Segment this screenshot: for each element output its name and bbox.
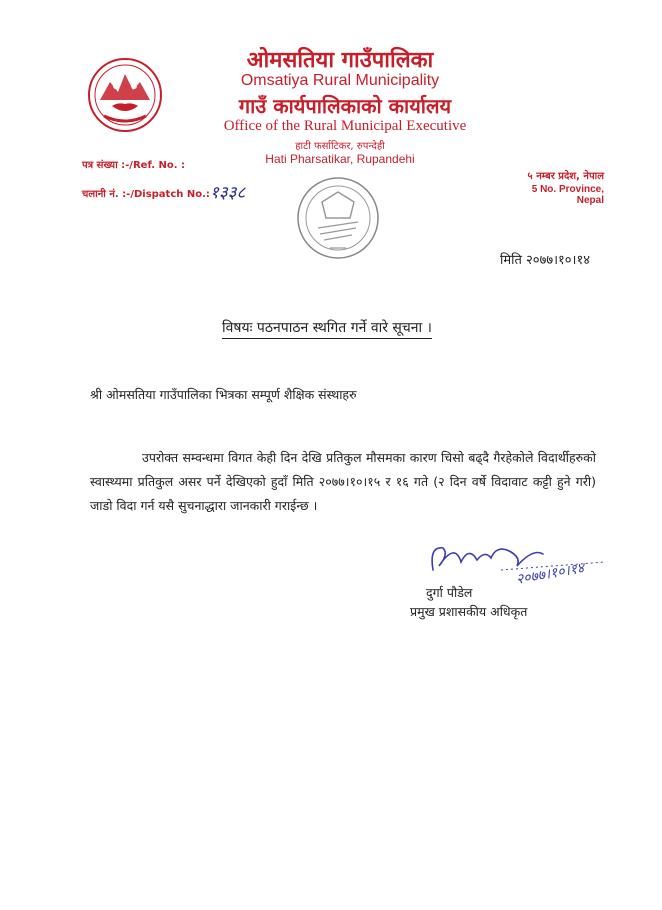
- signatory-name: दुर्गा पौडेल: [426, 585, 473, 600]
- dispatch-number-handwritten: १३३८: [210, 183, 246, 203]
- province-nepali: ५ नम्बर प्रदेश, नेपाल: [527, 171, 604, 182]
- signature-date: २०७७।१०।१४: [514, 560, 586, 588]
- dispatch-number-label: चलानी नं. :-/Dispatch No.:: [82, 189, 210, 200]
- address-nepali: हाटी फर्साटिकर, रुपन्देही: [295, 141, 385, 152]
- letter-body: उपरोक्त सम्वन्धमा विगत केही दिन देखि प्रतिकुल मौसमका कारण चिसो बढ्दै गैरहेकोले विदार्थीहरुको स्वास्थ्यमा प्रतिकुल असर पर्ने देखिएको हुदाँ मिति २०७७।१०।१५ र १६ गते (२ दिन वर्षे विदावाट कट्टी हुने गरी) जाडो विदा गर्न यसै सुचनाद्धारा जानकारी गराईन्छ ।: [90, 450, 596, 513]
- municipality-name-nepali: ओमसतिया गाउँपालिका: [246, 48, 434, 73]
- office-stamp-icon: [292, 172, 384, 264]
- ref-number-label: पत्र संख्या :-/Ref. No. :: [82, 160, 186, 171]
- letter-date: मिति २०७७।१०।१४: [500, 253, 590, 268]
- handwritten-signature: [425, 532, 615, 592]
- signatory-title: प्रमुख प्रशासकीय अधिकृत: [410, 604, 528, 619]
- letter-subject: विषयः पठनपाठन स्थगित गर्ने वारे सूचना ।: [222, 318, 432, 339]
- province-english: 5 No. Province, Nepal: [531, 184, 604, 206]
- municipality-name-english: Omsatiya Rural Municipality: [240, 72, 440, 89]
- office-name-nepali: गाउँ कार्यपालिकाको कार्यालय: [238, 94, 452, 118]
- address-english: Hati Pharsatikar, Rupandehi: [265, 152, 415, 166]
- letter-recipient: श्री ओमसतिया गाउँपालिका भित्रका सम्पूर्ण शैक्षिक संस्थाहरु: [90, 387, 357, 402]
- nepal-emblem-icon: [86, 56, 164, 134]
- office-name-english: Office of the Rural Municipal Executive: [223, 118, 467, 134]
